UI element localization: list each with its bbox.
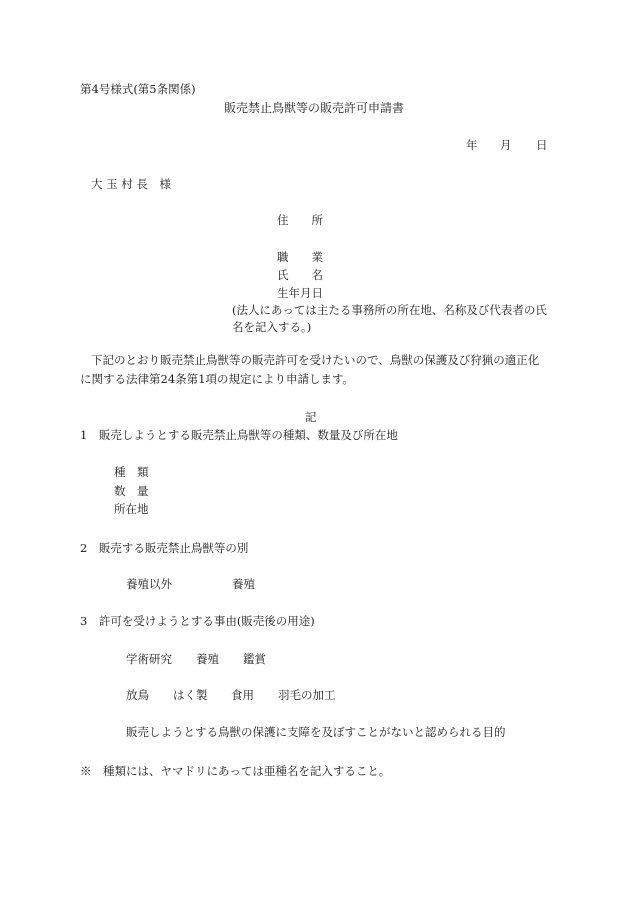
purpose-viewing: 鑑賞 — [243, 652, 266, 666]
corporate-note-line1: (法人にあっては主たる事務所の所在地、名称及び代表者の氏 — [232, 303, 547, 317]
corporate-note-line2: 名を記入する。) — [232, 320, 312, 334]
purpose-food: 食用 — [231, 688, 254, 702]
purpose-academic-research: 学術研究 — [126, 652, 172, 666]
purpose-no-harm: 販売しようとする鳥獣の保護に支障を及ぼすことがないと認められる目的 — [126, 725, 506, 739]
date-year: 年 — [466, 138, 478, 152]
location-label: 所在地 — [114, 502, 149, 516]
section3-heading: 3 許可を受けようとする事由(販売後の用途) — [80, 614, 315, 628]
name-label: 氏 名 — [277, 268, 323, 282]
body-line2: に関する法律第24条第1項の規定により申請します。 — [80, 372, 355, 386]
purpose-release: 放鳥 — [126, 688, 149, 702]
quantity-label: 数 量 — [114, 484, 149, 498]
purpose-breeding: 養殖 — [196, 652, 219, 666]
footnote: ※ 種類には、ヤマドリにあっては亜種名を記入すること。 — [80, 764, 391, 778]
purpose-feather-processing: 羽毛の加工 — [278, 688, 336, 702]
purpose-taxidermy: はく製 — [173, 688, 208, 702]
date-day: 日 — [536, 138, 548, 152]
option-non-breeding: 養殖以外 — [126, 577, 172, 591]
birthdate-label: 生年月日 — [277, 286, 323, 300]
document-title: 販売禁止鳥獣等の販売許可申請書 — [224, 101, 405, 115]
body-line1: 下記のとおり販売禁止鳥獣等の販売許可を受けたいので、鳥獣の保護及び狩猟の適正化 — [91, 353, 540, 367]
species-label: 種 類 — [114, 465, 149, 479]
occupation-label: 職 業 — [277, 250, 323, 264]
option-breeding: 養殖 — [232, 577, 255, 591]
ki-heading: 記 — [305, 410, 317, 424]
form-number: 第4号様式(第5条関係) — [80, 82, 196, 96]
section2-heading: 2 販売する販売禁止鳥獣等の別 — [80, 541, 249, 555]
address-label: 住 所 — [277, 213, 323, 227]
addressee: 大 玉 村 長 様 — [91, 177, 171, 191]
date-month: 月 — [500, 138, 512, 152]
section1-heading: 1 販売しようとする販売禁止鳥獣等の種類、数量及び所在地 — [80, 428, 398, 442]
